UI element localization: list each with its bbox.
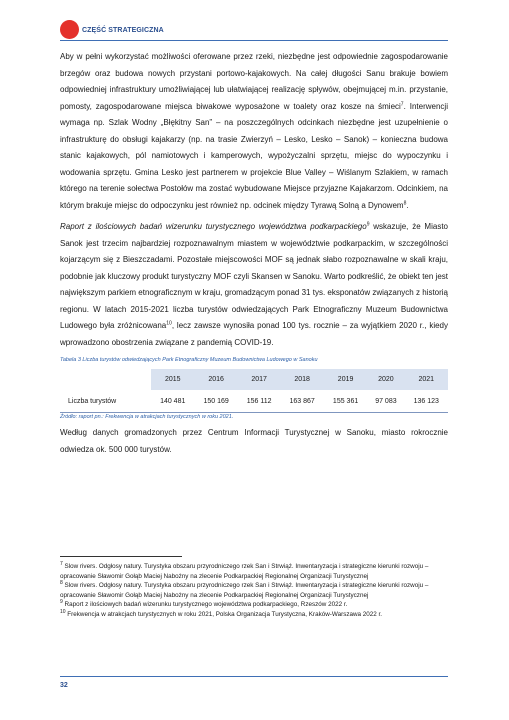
footnote-ref-9[interactable]: 9 xyxy=(366,221,370,228)
page-number: 32 xyxy=(60,682,68,689)
table-header-blank xyxy=(60,369,151,390)
table-row-label: Liczba turystów xyxy=(60,390,151,413)
footnote-ref-8[interactable]: 8 xyxy=(403,199,407,206)
table-header-row xyxy=(60,369,448,390)
header-divider xyxy=(60,40,448,41)
footnote-ref-7[interactable]: 7 xyxy=(400,100,404,107)
visitors-table xyxy=(60,369,448,413)
table-cell: 136 123 xyxy=(405,390,448,413)
table-header-year: 2018 xyxy=(280,369,323,390)
header-red-dot-icon xyxy=(60,20,79,39)
table-caption: Tabela 3 Liczba turystów odwiedzających Park Etnograficzny Muzeum Budownictwa Ludowego w Sanoku xyxy=(60,357,318,363)
table-row xyxy=(60,390,448,413)
footnote-10: $^{10}$ Frekwencja w atrakcjach turystycznych w roku 2021, Polska Organizacja Turystyczna, Kraków-Warszawa 2022 r. xyxy=(60,608,383,618)
main-content xyxy=(60,44,448,458)
footnotes xyxy=(60,562,440,620)
footer-divider xyxy=(60,676,448,677)
section-title: CZĘŚĆ STRATEGICZNA xyxy=(82,27,164,34)
table-cell: 155 361 xyxy=(324,390,367,413)
paragraph-sanok: Raport z ilościowych badań wizerunku turystycznego województwa podkarpackiego$^9$ wskazuje, że Miasto Sanok jest trzecim najbardziej rozpoznawalnym miastem w województwie podkarpackim, w szczególności kojarzącym się z Bieszczadami. Pozostałe miejscowości MOF są jednak słabo rozpoznawalne w skali kraju, podobnie jak kluczowy produkt turystyczny MOF czyli Skansen w Sanoku. Warto podkreślić, że obiekt ten jest największym parkiem etnograficznym w kraju, gromadzącym ponad 31 tys. eksponatów związanych z historią regionu. W latach 2015-2021 liczba turystów odwiedzających Park Etnograficzny Muzeum Budownictwa Ludowego była zróżnicowana$^{10}$, lecz zawsze wynosiła ponad 100 tys. rocznie – za wyjątkiem 2020 r., kiedy wprowadzono obostrzenia związane z pandemią COVID-19. xyxy=(60,221,448,347)
paragraph-cit: Według danych gromadzonych przez Centrum Informacji Turystycznej w Sanoku, miasto rokrocznie odwiedza ok. 500 000 turystów. xyxy=(60,428,448,454)
table-header-year: 2020 xyxy=(367,369,404,390)
table-cell: 163 867 xyxy=(280,390,323,413)
table-cell: 97 083 xyxy=(367,390,404,413)
table-source: Źródło: raport pn.: Frekwencja w atrakcjach turystycznych w roku 2021. xyxy=(60,414,234,420)
table-cell: 156 112 xyxy=(238,390,281,413)
footnote-ref-10[interactable]: 10 xyxy=(166,320,172,327)
table-header-year: 2017 xyxy=(238,369,281,390)
footnote-7: $^7$ Slow rivers. Odgłosy natury. Turystyka obszaru przyrodniczego rzek San i Strwiąż. Inwentaryzacja i strategiczne kierunki rozwoju – opracowanie Sławomir Gołąb Maciej Nabożny na zlecenie Podkarpackiej Regionalnej Organizacji Turystycznej xyxy=(60,560,429,580)
footnote-divider xyxy=(60,556,182,557)
table-header-year: 2016 xyxy=(194,369,237,390)
footnote-8: $^8$ Slow rivers. Odgłosy natury. Turystyka obszaru przyrodniczego rzek San i Strwiąż. Inwentaryzacja i strategiczne kierunki rozwoju – opracowanie Sławomir Gołąb Maciej Nabożny na zlecenie Podkarpackiej Regionalnej Organizacji Turystycznej xyxy=(60,580,429,599)
footnote-9: $^9$ Raport z ilościowych badań wizerunku turystycznego województwa podkarpackiego, Rzeszów 2022 r. xyxy=(60,599,348,609)
table-cell: 140 481 xyxy=(151,390,194,413)
table-header-year: 2019 xyxy=(324,369,367,390)
table-header-year: 2021 xyxy=(405,369,448,390)
paragraph-rivers: Aby w pełni wykorzystać możliwości oferowane przez rzeki, niezbędne jest odpowiednie zagospodarowanie brzegów oraz budowa nowych przystani portowo-kajakowych. Na całej długości Sanu brakuje bowiem odpowiedniej infrastruktury umożliwiającej lub ułatwiającej realizację spływów, obejmującej m.in. przystanie, pomosty, zagospodarowane miejsca biwakowe wyposażone w toalety oraz kosze na śmieci$^7$. Interwencji wymaga np. Szlak Wodny „Błękitny San” – na poszczególnych odcinkach niezbędne jest uzupełnienie o infrastrukturę do obsługi kajakarzy (np. na trasie Zwierzyń – Lesko, Lesko – Sanok) – konieczna budowa stanic kajakowych, pól namiotowych i kamperowych, wypożyczalni sprzętu, miejsc do wypoczynku i wodowania sprzętu. Gmina Lesko jest partnerem w projekcie Blue Valley – Wiślanym Szlakiem, w ramach którego na terenie sołectwa Postołów ma zostać wybudowane Miejsce przyjazne Kajakarzom. Odcinkiem, na którym brakuje miejsc do odpoczynku jest również np. odcinek między Tyrawą Solną a Dynowem$^8$. xyxy=(60,52,448,210)
table-header-year: 2015 xyxy=(151,369,194,390)
table-cell: 150 169 xyxy=(194,390,237,413)
